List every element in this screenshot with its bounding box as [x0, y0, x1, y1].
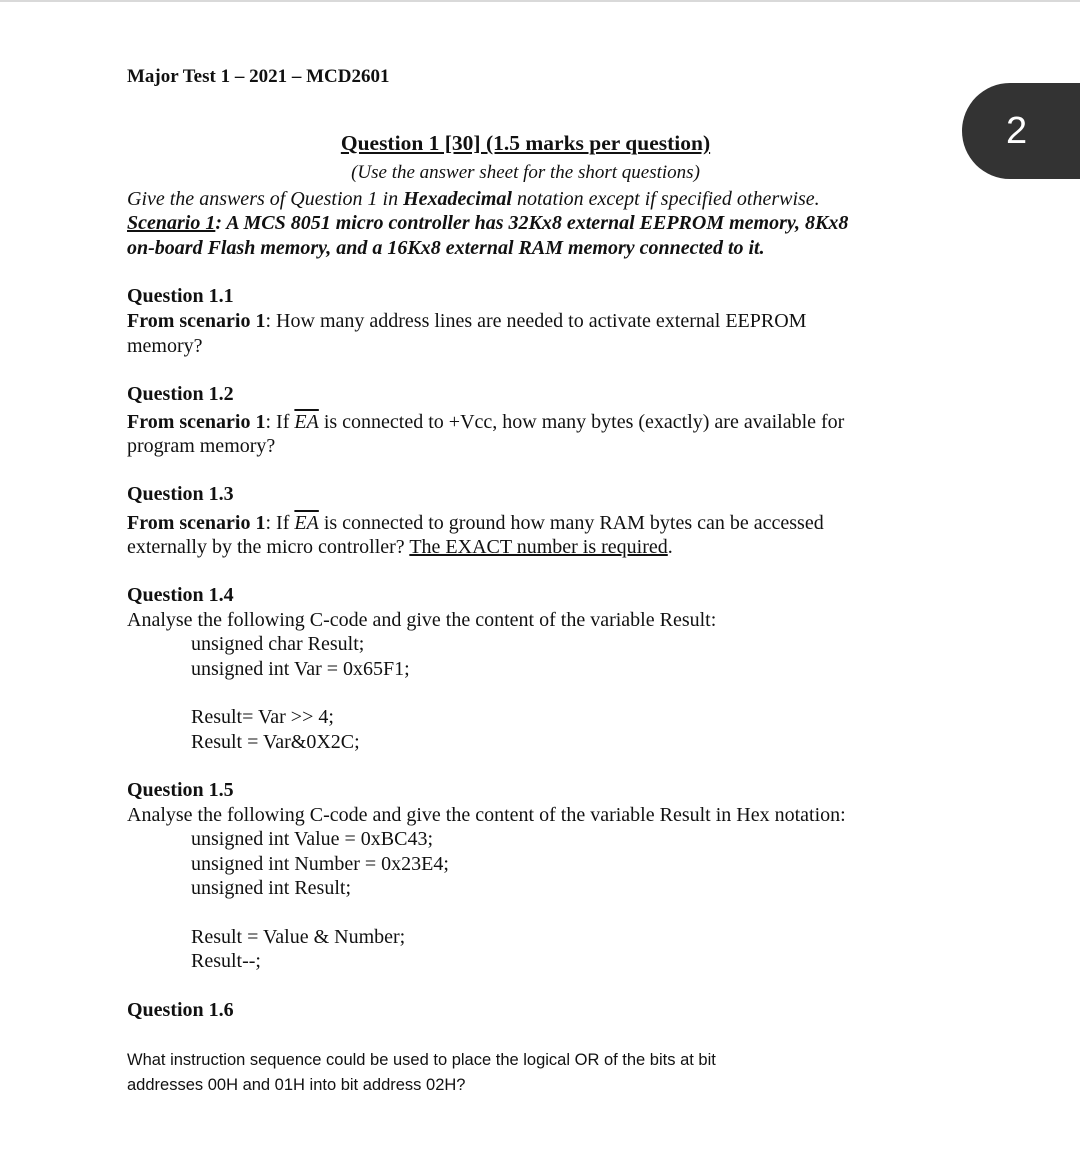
- question-text: externally by the micro controller?: [127, 536, 410, 558]
- scenario-ref: From scenario 1: [127, 411, 266, 433]
- question-1-3-title: Question 1.3: [127, 483, 234, 505]
- scenario-1-line-2: on-board Flash memory, and a 16Kx8 external RAM memory connected to it.: [127, 237, 765, 259]
- question-1-3-line-1: [127, 511, 824, 536]
- code-line: unsigned int Number = 0x23E4;: [191, 853, 449, 875]
- scenario-text: : A MCS 8051 micro controller has 32Kx8 external EEPROM memory, 8Kx8: [215, 212, 849, 234]
- question-text: : If: [265, 512, 295, 534]
- code-line: unsigned int Result;: [191, 877, 351, 899]
- intro-text-end: notation except if specified otherwise.: [511, 188, 820, 210]
- scenario-1-line-1: [127, 211, 848, 236]
- question-1-title: Question 1 [30] (1.5 marks per question): [340, 131, 711, 155]
- exact-number-note: The EXACT number is required: [409, 536, 668, 558]
- question-text: : If: [265, 411, 295, 433]
- intro-text: Give the answers of Question 1 in: [127, 188, 404, 210]
- question-1-6-line-2: addresses 00H and 01H into bit address 02H?: [127, 1076, 466, 1094]
- question-1-2-title: Question 1.2: [127, 383, 234, 405]
- scenario-ref: From scenario 1: [127, 512, 266, 534]
- code-line: unsigned int Value = 0xBC43;: [191, 828, 434, 850]
- code-line: Result = Value & Number;: [191, 926, 406, 948]
- question-1-1-title: Question 1.1: [127, 285, 234, 307]
- question-1-intro: [127, 187, 820, 212]
- question-1-5-title: Question 1.5: [127, 779, 234, 801]
- scenario-ref: From scenario 1: [127, 310, 266, 332]
- scenario-label: Scenario 1: [127, 212, 216, 234]
- question-1-4-title: Question 1.4: [127, 584, 234, 606]
- code-line: Result--;: [191, 950, 261, 972]
- question-1-2-line-2: program memory?: [127, 435, 276, 457]
- question-text-end: .: [667, 536, 673, 558]
- question-text-rest: is connected to +Vcc, how many bytes (exactly) are available for: [318, 411, 845, 433]
- question-1-6-line-1: What instruction sequence could be used to place the logical OR of the bits at bit: [127, 1051, 716, 1069]
- question-text-rest: is connected to ground how many RAM bytes can be accessed: [318, 512, 824, 534]
- code-line: Result= Var >> 4;: [191, 706, 334, 728]
- code-line: unsigned int Var = 0x65F1;: [191, 658, 410, 680]
- question-1-2-line-1: [127, 410, 844, 435]
- question-text: : How many address lines are needed to activate external EEPROM: [265, 310, 807, 332]
- page-number-badge: 2: [962, 83, 1080, 179]
- ea-signal-overline: $\overline{EA}$: [294, 512, 319, 534]
- question-1-1-line-2: memory?: [127, 335, 203, 357]
- question-1-6-title: Question 1.6: [127, 999, 234, 1021]
- intro-bold-text: Hexadecimal: [403, 188, 512, 210]
- code-line: Result = Var&0X2C;: [191, 731, 360, 753]
- code-line: unsigned char Result;: [191, 633, 365, 655]
- question-1-5-body: Analyse the following C-code and give the content of the variable Result in Hex notation:: [127, 804, 846, 826]
- question-1-4-body: Analyse the following C-code and give the content of the variable Result:: [127, 609, 717, 631]
- top-border-line: [0, 0, 1080, 2]
- document-header: Major Test 1 – 2021 – MCD2601: [127, 66, 390, 87]
- ea-signal-overline: $\overline{EA}$: [294, 411, 319, 433]
- question-1-subtitle: (Use the answer sheet for the short questions): [351, 162, 700, 183]
- question-1-3-line-2: [127, 535, 673, 560]
- question-1-1-line-1: [127, 309, 806, 334]
